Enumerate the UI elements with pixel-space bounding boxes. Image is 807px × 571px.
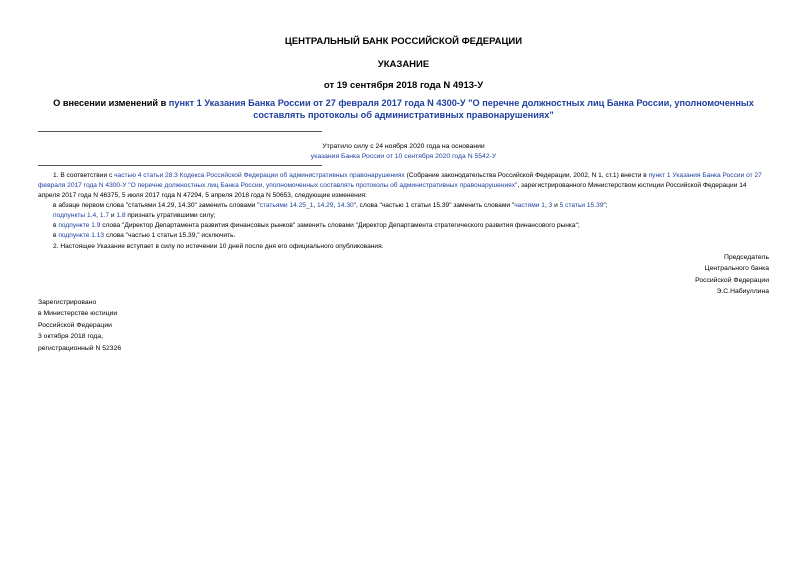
paragraph-text: 1. В соответствии с bbox=[53, 172, 115, 179]
link-parts-1[interactable]: частями 1 bbox=[514, 201, 545, 209]
paragraph-5 bbox=[38, 231, 770, 241]
repeal-notice bbox=[0, 142, 807, 162]
paragraph-4 bbox=[38, 221, 770, 231]
document-title bbox=[30, 97, 777, 121]
paragraph-text: , bbox=[544, 201, 549, 209]
paragraph-text: признать утратившими силу; bbox=[125, 211, 216, 219]
paragraph-text: ", слова "частью 1 статьи 15.39" заменить словами " bbox=[353, 201, 515, 209]
document-type-heading: УКАЗАНИЕ bbox=[377, 59, 430, 70]
link-article-14-29[interactable]: 14.29 bbox=[316, 201, 334, 209]
signature-block bbox=[695, 252, 769, 298]
signatory-title: Председатель bbox=[724, 254, 769, 261]
registration-number: регистрационный N 52326 bbox=[38, 344, 122, 352]
repeal-text: Утратило силу с 24 ноября 2020 года на основании bbox=[322, 143, 485, 150]
separator-rule-mid bbox=[38, 165, 322, 166]
paragraph-text: и bbox=[109, 211, 117, 219]
separator-rule-top bbox=[38, 131, 322, 132]
registration-line: Российской Федерации bbox=[38, 321, 112, 329]
paragraph-text: "; bbox=[603, 201, 608, 209]
title-link-decree-4300u[interactable]: пункт 1 Указания Банка России от 27 февраля 2017 года N 4300-У "О перечне должностных лиц Банка России, уполномоченных составлять протоколы об административных правонарушениях" bbox=[168, 98, 754, 120]
repeal-link-decree-5542u[interactable]: указания Банка России от 10 сентября 2020 года N 5542-У bbox=[310, 153, 497, 160]
paragraph-2 bbox=[38, 201, 770, 211]
paragraph-text: в bbox=[53, 222, 59, 230]
signatory-name: Э.С.Набиуллина bbox=[716, 288, 769, 296]
registration-line: Зарегистрировано bbox=[38, 299, 97, 306]
issuer-heading: ЦЕНТРАЛЬНЫЙ БАНК РОССИЙСКОЙ ФЕДЕРАЦИИ bbox=[284, 36, 523, 47]
registration-line: в Министерстве юстиции bbox=[38, 310, 118, 318]
document-body bbox=[38, 171, 770, 252]
paragraph-text: слова "частью 1 статьи 15.39," исключить. bbox=[104, 232, 236, 240]
link-subpoint-1-13[interactable]: подпункте 1.13 bbox=[58, 232, 105, 240]
registration-block bbox=[38, 297, 121, 354]
link-article-14-30[interactable]: 14.30 bbox=[337, 201, 354, 209]
link-part-3[interactable]: 3 bbox=[548, 201, 553, 209]
paragraph-text: , bbox=[313, 201, 317, 209]
document-date-number: от 19 сентября 2018 года N 4913-У bbox=[323, 80, 484, 91]
paragraph-text: , bbox=[96, 211, 100, 219]
link-part-5-article-15-39[interactable]: 5 статьи 15.39 bbox=[559, 201, 604, 209]
signatory-title: Центрального банка bbox=[704, 265, 769, 273]
registration-date: 3 октября 2018 года, bbox=[38, 333, 104, 341]
paragraph-text: слова "Директор Департамента развития финансовых рынков" заменить словами "Директор Департамента стратегического развития финансового рынка"; bbox=[100, 222, 580, 230]
paragraph-text: в абзаце первом слова "статьями 14.29, 14.30" заменить словами " bbox=[53, 201, 260, 209]
paragraph-text: и bbox=[552, 201, 560, 209]
paragraph-text: в bbox=[53, 232, 59, 240]
link-article-14-25-1[interactable]: статьями 14.25_1 bbox=[259, 201, 314, 209]
link-subpoint-1-4[interactable]: подпункты 1.4 bbox=[53, 211, 97, 219]
paragraph-1 bbox=[38, 171, 770, 200]
link-subpoint-1-7[interactable]: 1.7 bbox=[99, 211, 110, 219]
paragraph-6: 2. Настоящее Указание вступает в силу по истечении 10 дней после дня его официального опубликования. bbox=[53, 242, 384, 250]
link-subpoint-1-8[interactable]: 1.8 bbox=[116, 211, 126, 219]
paragraph-text: , bbox=[333, 201, 338, 209]
paragraph-text: (Собрание законодательства Российской Федерации, 2002, N 1, ст.1) внести в bbox=[404, 172, 649, 179]
title-prefix: О внесении изменений в bbox=[53, 98, 169, 108]
signatory-title: Российской Федерации bbox=[695, 276, 769, 284]
paragraph-3 bbox=[38, 211, 770, 221]
link-decree-4300u-point-1[interactable]: пункт 1 Указания Банка России от 27 февраля 2017 года N 4300-У "О перечне должностных лиц Банка России, уполномоченных составлять протоколы об административных правонарушениях" bbox=[38, 172, 762, 189]
paragraph-text: , зарегистрированного Министерством юстиции Российской Федерации 14 апреля 2017 года N 46375, 5 июля 2017 года N 47294, 5 апреля 2018 года N 50653, следующие изменения: bbox=[38, 181, 747, 199]
link-koap-28-3[interactable]: частью 4 статьи 28.3 Кодекса Российской Федерации об административных правонарушениях bbox=[114, 172, 405, 179]
link-subpoint-1-9[interactable]: подпункте 1.9 bbox=[58, 222, 101, 230]
